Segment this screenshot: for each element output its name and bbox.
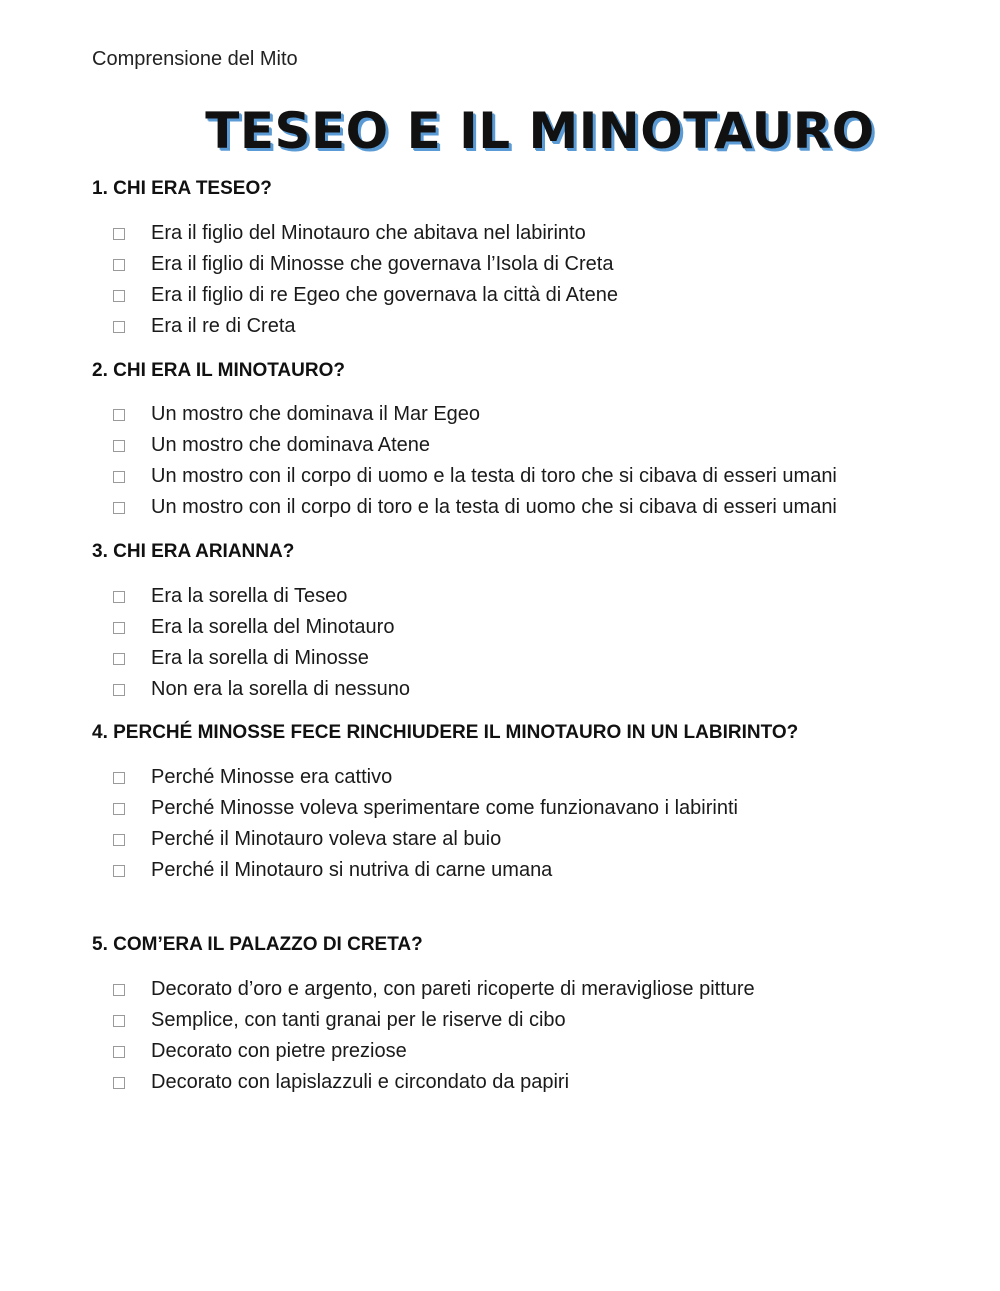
checkbox[interactable]: [113, 471, 125, 483]
option-label: Decorato d’oro e argento, con pareti ricoperte di meravigliose pitture: [151, 978, 755, 1000]
option-label: Perché Minosse era cattivo: [151, 766, 393, 788]
option-label: Decorato con lapislazzuli e circondato da papiri: [151, 1071, 570, 1093]
option[interactable]: [113, 399, 837, 430]
option[interactable]: [113, 311, 618, 342]
option-label: Semplice, con tanti granai per le riserve di cibo: [151, 1009, 566, 1031]
option[interactable]: [113, 824, 738, 855]
option[interactable]: [113, 643, 410, 674]
option-label: Era il figlio di re Egeo che governava la città di Atene: [151, 284, 618, 306]
option[interactable]: [113, 430, 837, 461]
option-label: Era il figlio del Minotauro che abitava nel labirinto: [151, 222, 586, 244]
option[interactable]: [113, 461, 837, 492]
checkbox[interactable]: [113, 1015, 125, 1027]
question-2-options: [113, 399, 837, 523]
option[interactable]: [113, 218, 618, 249]
option-label: Perché il Minotauro voleva stare al buio: [151, 828, 502, 850]
checkbox[interactable]: [113, 228, 125, 240]
option[interactable]: [113, 974, 755, 1005]
checkbox[interactable]: [113, 984, 125, 996]
option[interactable]: [113, 793, 738, 824]
option[interactable]: [113, 1005, 755, 1036]
subtitle: Comprensione del Mito: [92, 48, 298, 70]
option-label: Un mostro con il corpo di toro e la testa di uomo che si cibava di esseri umani: [151, 496, 837, 518]
question-5-options: [113, 974, 755, 1098]
page-title: TESEO E IL MINOTAURO: [205, 102, 875, 160]
question-1: 1. CHI ERA TESEO?: [92, 178, 272, 199]
checkbox[interactable]: [113, 259, 125, 271]
checkbox[interactable]: [113, 321, 125, 333]
option[interactable]: [113, 249, 618, 280]
option[interactable]: [113, 674, 410, 705]
option-label: Perché Minosse voleva sperimentare come funzionavano i labirinti: [151, 797, 738, 819]
option[interactable]: [113, 280, 618, 311]
option[interactable]: [113, 492, 837, 523]
question-2: 2. CHI ERA IL MINOTAURO?: [92, 360, 345, 381]
question-5: 5. COM’ERA IL PALAZZO DI CRETA?: [92, 934, 423, 955]
checkbox[interactable]: [113, 591, 125, 603]
option-label: Perché il Minotauro si nutriva di carne umana: [151, 859, 553, 881]
option-label: Decorato con pietre preziose: [151, 1040, 407, 1062]
checkbox[interactable]: [113, 622, 125, 634]
option-label: Non era la sorella di nessuno: [151, 678, 411, 700]
option-label: Era la sorella del Minotauro: [151, 616, 395, 638]
checkbox[interactable]: [113, 772, 125, 784]
option-label: Un mostro che dominava il Mar Egeo: [151, 403, 481, 425]
option-label: Era la sorella di Teseo: [151, 585, 348, 607]
question-4-options: [113, 762, 738, 886]
option-label: Era il figlio di Minosse che governava l’Isola di Creta: [151, 253, 614, 275]
question-3-options: [113, 581, 410, 705]
checkbox[interactable]: [113, 684, 125, 696]
checkbox[interactable]: [113, 653, 125, 665]
option[interactable]: [113, 1067, 755, 1098]
question-4: 4. PERCHÉ MINOSSE FECE RINCHIUDERE IL MINOTAURO IN UN LABIRINTO?: [92, 722, 799, 743]
option[interactable]: [113, 612, 410, 643]
option[interactable]: [113, 581, 410, 612]
checkbox[interactable]: [113, 440, 125, 452]
checkbox[interactable]: [113, 409, 125, 421]
question-3: 3. CHI ERA ARIANNA?: [92, 541, 295, 562]
option[interactable]: [113, 1036, 755, 1067]
option[interactable]: [113, 762, 738, 793]
checkbox[interactable]: [113, 1077, 125, 1089]
option-label: Un mostro che dominava Atene: [151, 434, 431, 456]
checkbox[interactable]: [113, 834, 125, 846]
checkbox[interactable]: [113, 803, 125, 815]
checkbox[interactable]: [113, 290, 125, 302]
checkbox[interactable]: [113, 1046, 125, 1058]
option-label: Era la sorella di Minosse: [151, 647, 369, 669]
option-label: Era il re di Creta: [151, 315, 296, 337]
option-label: Un mostro con il corpo di uomo e la testa di toro che si cibava di esseri umani: [151, 465, 837, 487]
checkbox[interactable]: [113, 865, 125, 877]
option[interactable]: [113, 855, 738, 886]
question-1-options: [113, 218, 618, 342]
checkbox[interactable]: [113, 502, 125, 514]
